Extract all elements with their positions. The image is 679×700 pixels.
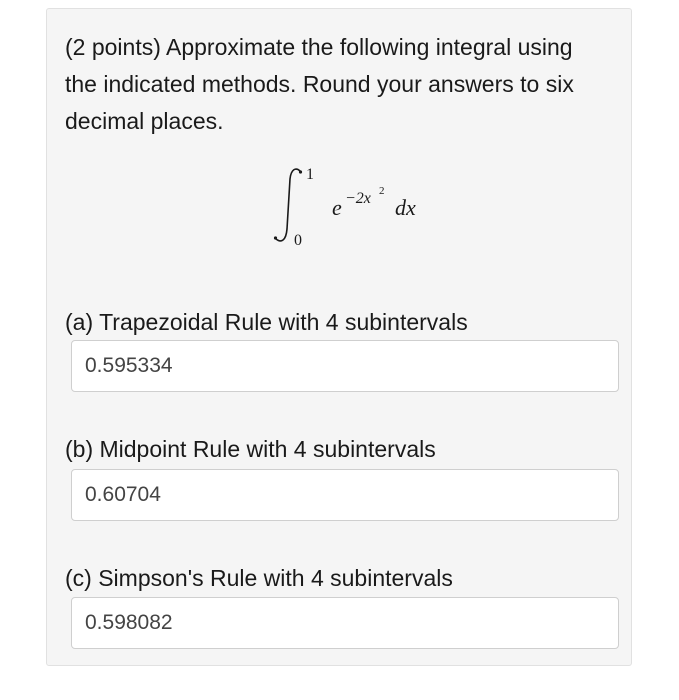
part-c-label: (c) Simpson's Rule with 4 subintervals bbox=[65, 565, 453, 591]
integrand-exponent-power: 2 bbox=[379, 185, 385, 197]
integrand-base: e bbox=[332, 195, 342, 220]
integral-sign bbox=[276, 169, 300, 241]
question-card bbox=[46, 8, 632, 666]
question-text: (2 points) Approximate the following integral using the indicated methods. Round your answers to six decimal places. bbox=[65, 34, 574, 134]
part-b-answer-input[interactable] bbox=[71, 469, 619, 521]
lower-limit: 0 bbox=[294, 232, 302, 249]
differential: dx bbox=[395, 195, 416, 220]
part-a-answer-input[interactable] bbox=[71, 340, 619, 392]
integrand-exponent: −2x bbox=[345, 190, 371, 207]
part-b-label: (b) Midpoint Rule with 4 subintervals bbox=[65, 436, 436, 462]
integral-formula bbox=[47, 159, 633, 259]
part-a-label: (a) Trapezoidal Rule with 4 subintervals bbox=[65, 309, 468, 335]
part-c-answer-input[interactable] bbox=[71, 597, 619, 649]
upper-limit: 1 bbox=[306, 166, 314, 183]
